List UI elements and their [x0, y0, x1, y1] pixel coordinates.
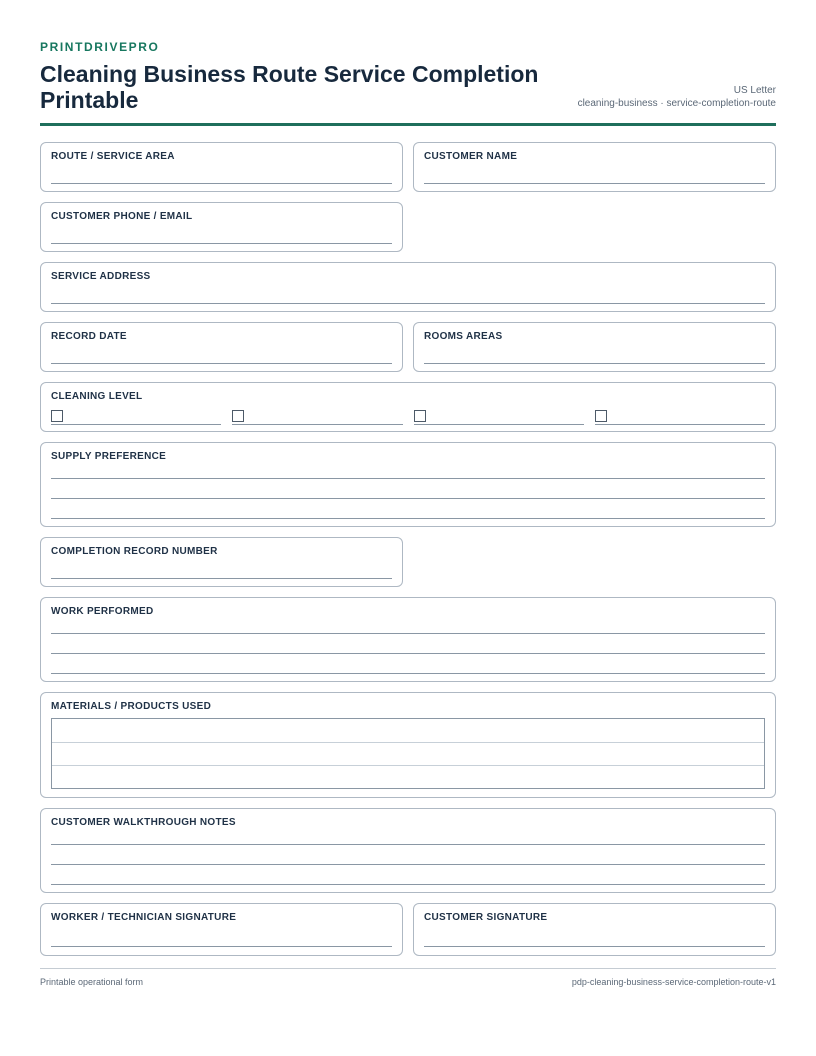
worker-signature-field[interactable] — [40, 903, 403, 956]
walkthrough-notes-label: CUSTOMER WALKTHROUGH NOTES — [51, 817, 236, 828]
cleaning-level-option-1[interactable] — [51, 409, 221, 425]
page-title: Cleaning Business Route Service Completion Printable — [40, 61, 539, 113]
work-performed-line-3[interactable] — [51, 673, 765, 674]
record-date-line[interactable] — [51, 363, 392, 364]
walkthrough-notes-line-3[interactable] — [51, 884, 765, 885]
work-performed-line-1[interactable] — [51, 633, 765, 634]
page-footer — [40, 968, 776, 987]
rooms-areas-field[interactable] — [413, 322, 776, 372]
table-row-divider — [52, 742, 764, 743]
worker-signature-label: WORKER / TECHNICIAN SIGNATURE — [51, 912, 237, 923]
supply-preference-line-2[interactable] — [51, 498, 765, 499]
completion-record-number-label: COMPLETION RECORD NUMBER — [51, 546, 218, 557]
footer-form-id: pdp-cleaning-business-service-completion-route-v1 — [571, 977, 776, 987]
checkbox[interactable] — [232, 410, 244, 422]
form-tags: cleaning-business · service-completion-route — [577, 98, 776, 109]
rooms-areas-label: ROOMS AREAS — [424, 331, 503, 342]
supply-preference-field[interactable] — [40, 442, 776, 527]
table-row-divider — [52, 765, 764, 766]
work-performed-label: WORK PERFORMED — [51, 606, 154, 617]
customer-signature-field[interactable] — [413, 903, 776, 956]
cleaning-level-label: CLEANING LEVEL — [51, 391, 143, 402]
materials-table[interactable] — [51, 718, 765, 789]
materials-used-field — [40, 692, 776, 798]
supply-preference-line-1[interactable] — [51, 478, 765, 479]
supply-preference-label: SUPPLY PREFERENCE — [51, 451, 167, 462]
checkbox[interactable] — [51, 410, 63, 422]
paper-size: US Letter — [733, 85, 776, 96]
cleaning-level-field — [40, 382, 776, 432]
customer-signature-label: CUSTOMER SIGNATURE — [424, 912, 548, 923]
route-area-line[interactable] — [51, 183, 392, 184]
walkthrough-notes-line-1[interactable] — [51, 844, 765, 845]
customer-contact-label: CUSTOMER PHONE / EMAIL — [51, 211, 193, 222]
customer-contact-line[interactable] — [51, 243, 392, 244]
customer-name-line[interactable] — [424, 183, 765, 184]
service-address-label: SERVICE ADDRESS — [51, 271, 151, 282]
customer-name-label: CUSTOMER NAME — [424, 151, 518, 162]
form-meta — [578, 84, 776, 110]
form-page — [40, 40, 776, 126]
completion-record-number-field[interactable] — [40, 537, 403, 587]
customer-contact-field[interactable] — [40, 202, 403, 252]
cleaning-level-option-2[interactable] — [232, 409, 402, 425]
work-performed-line-2[interactable] — [51, 653, 765, 654]
customer-signature-line[interactable] — [424, 946, 765, 947]
service-address-field[interactable] — [40, 262, 776, 312]
checkbox[interactable] — [414, 410, 426, 422]
rooms-areas-line[interactable] — [424, 363, 765, 364]
checkbox[interactable] — [595, 410, 607, 422]
footer-note: Printable operational form — [40, 977, 144, 987]
cleaning-level-option-3[interactable] — [414, 409, 584, 425]
brand-name: PRINTDRIVEPRO — [40, 40, 160, 54]
route-area-label: ROUTE / SERVICE AREA — [51, 151, 175, 162]
worker-signature-line[interactable] — [51, 946, 392, 947]
walkthrough-notes-line-2[interactable] — [51, 864, 765, 865]
completion-record-number-line[interactable] — [51, 578, 392, 579]
customer-name-field[interactable] — [413, 142, 776, 192]
service-address-line[interactable] — [51, 303, 765, 304]
record-date-label: RECORD DATE — [51, 331, 127, 342]
form-header — [40, 40, 776, 126]
work-performed-field[interactable] — [40, 597, 776, 682]
walkthrough-notes-field[interactable] — [40, 808, 776, 893]
cleaning-level-options — [51, 409, 765, 425]
supply-preference-line-3[interactable] — [51, 518, 765, 519]
cleaning-level-option-4[interactable] — [595, 409, 765, 425]
route-area-field[interactable] — [40, 142, 403, 192]
materials-used-label: MATERIALS / PRODUCTS USED — [51, 701, 212, 712]
record-date-field[interactable] — [40, 322, 403, 372]
